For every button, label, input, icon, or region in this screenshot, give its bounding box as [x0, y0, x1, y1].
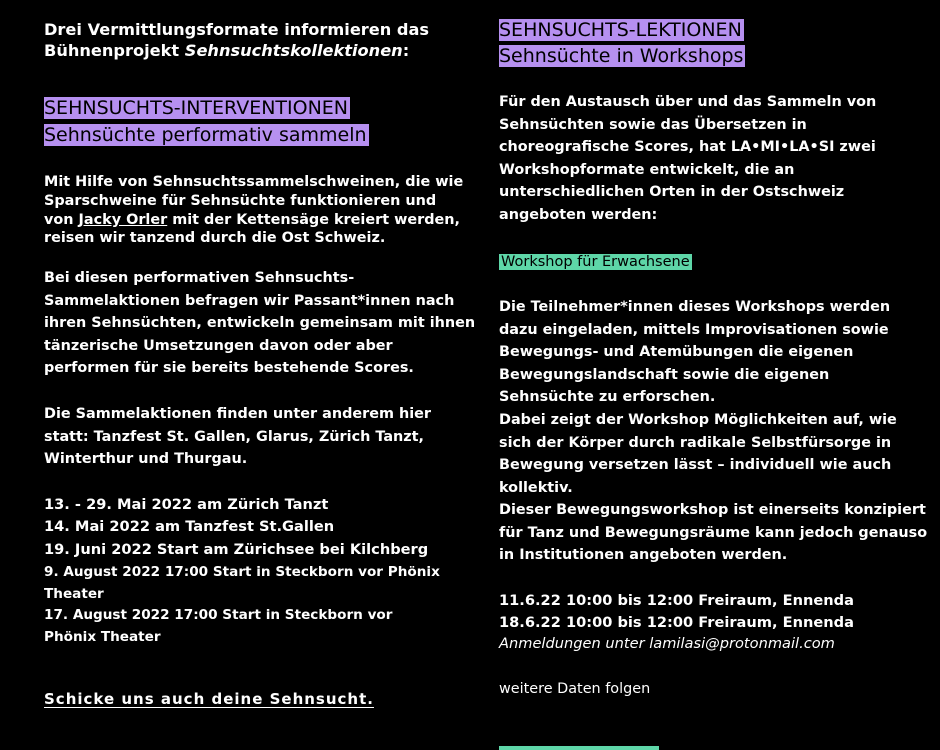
- paragraph-workshop-institutions: Dieser Bewegungsworkshop ist einerseits konzipiert für Tanz und Bewegungsräume kann jedoch genauso in Institutionen angeboten werden.: [499, 502, 928, 563]
- paragraph-intro-interventionen: Mit Hilfe von Sehnsuchtssammelschweinen, die wie Sparschweine für Sehnsüchte funktionieren und von Jacky Orler mit der Kettensäge kreiert werden, reisen wir tanzend durch die Ost Schweiz.: [44, 174, 464, 247]
- project-title: Sehnsuchtskollektionen: [184, 41, 403, 60]
- section-heading-interventionen: [44, 96, 369, 148]
- date-item: 18.6.22 10:00 bis 12:00 Freiraum, Ennenda: [499, 613, 854, 631]
- date-item: 11.6.22 10:00 bis 12:00 Freiraum, Ennenda: [499, 592, 854, 609]
- paragraph-workshop-description: Die Teilnehmer*innen dieses Workshops werden dazu eingeladen, mittels Improvisationen sowie Bewegungs- und Atemübungen die eigenen Bewegungslandschaft sowie die eigenen Sehnsüchte zu erforschen.: [499, 299, 891, 405]
- date-item: 9. August 2022 17:00 Start in Steckborn vor Phönix Theater: [44, 563, 440, 603]
- date-item: 13. - 29. Mai 2022 am Zürich Tanzt: [44, 496, 329, 513]
- next-section-highlight: [499, 746, 659, 750]
- intro-line: Bühnenprojekt Sehnsuchtskollektionen:: [44, 41, 410, 60]
- paragraph-intro-lektionen: Für den Austausch über und das Sammeln von Sehnsüchten sowie das Übersetzen in choreografische Scores, hat LA•MI•LA•SI zwei Workshopformate entwickelt, die an unterschiedlichen Orten in der Ostschweiz angeboten werden:: [499, 94, 877, 223]
- section-heading-lektionen: [499, 18, 745, 69]
- date-item: 19. Juni 2022 Start am Zürichsee bei Kilchberg: [44, 540, 429, 558]
- dates-list: [44, 494, 480, 648]
- date-item: 14. Mai 2022 am Tanzfest St.Gallen: [44, 518, 335, 536]
- heading-subtitle: Sehnsüchte performativ sammeln: [44, 124, 367, 146]
- workshop-label: Workshop für Erwachsene: [501, 254, 690, 270]
- intro-text: [44, 19, 480, 61]
- date-item: 17. August 2022 17:00 Start in Steckborn vor Phönix Theater: [44, 607, 393, 645]
- send-sehnsucht-link[interactable]: Schicke uns auch deine Sehnsucht.: [44, 690, 374, 708]
- workshop-dates: [499, 590, 929, 655]
- heading-title: SEHNSUCHTS-INTERVENTIONEN: [44, 97, 349, 119]
- registration-info: Anmeldungen unter lamilasi@protonmail.com: [499, 635, 835, 652]
- paragraph-workshop-possibilities: Dabei zeigt der Workshop Möglichkeiten auf, wie sich der Körper durch radikale Selbstfürsorge in Bewegung versetzen lässt – individuell wie auch kollektiv.: [499, 412, 897, 496]
- more-dates-note: weitere Daten folgen: [499, 681, 651, 697]
- heading-subtitle: Sehnsüchte in Workshops: [499, 45, 744, 67]
- intro-line: Drei Vermittlungsformate informieren das: [44, 20, 430, 39]
- paragraph-locations: Die Sammelaktionen finden unter anderem hier statt: Tanzfest St. Gallen, Glarus, Zürich Tanzt, Winterthur und Thurgau.: [44, 406, 432, 467]
- jacky-orler-link[interactable]: Jacky Orler: [78, 211, 168, 228]
- paragraph-sammelaktionen: Bei diesen performativen Sehnsuchts-Sammelaktionen befragen wir Passant*innen nach ihren Sehnsüchten, entwickeln gemeinsam mit ihnen tänzerische Umsetzungen davon oder aber performen für sie bereits bestehende Scores.: [44, 270, 476, 376]
- heading-title: SEHNSUCHTS-LEKTIONEN: [499, 19, 742, 41]
